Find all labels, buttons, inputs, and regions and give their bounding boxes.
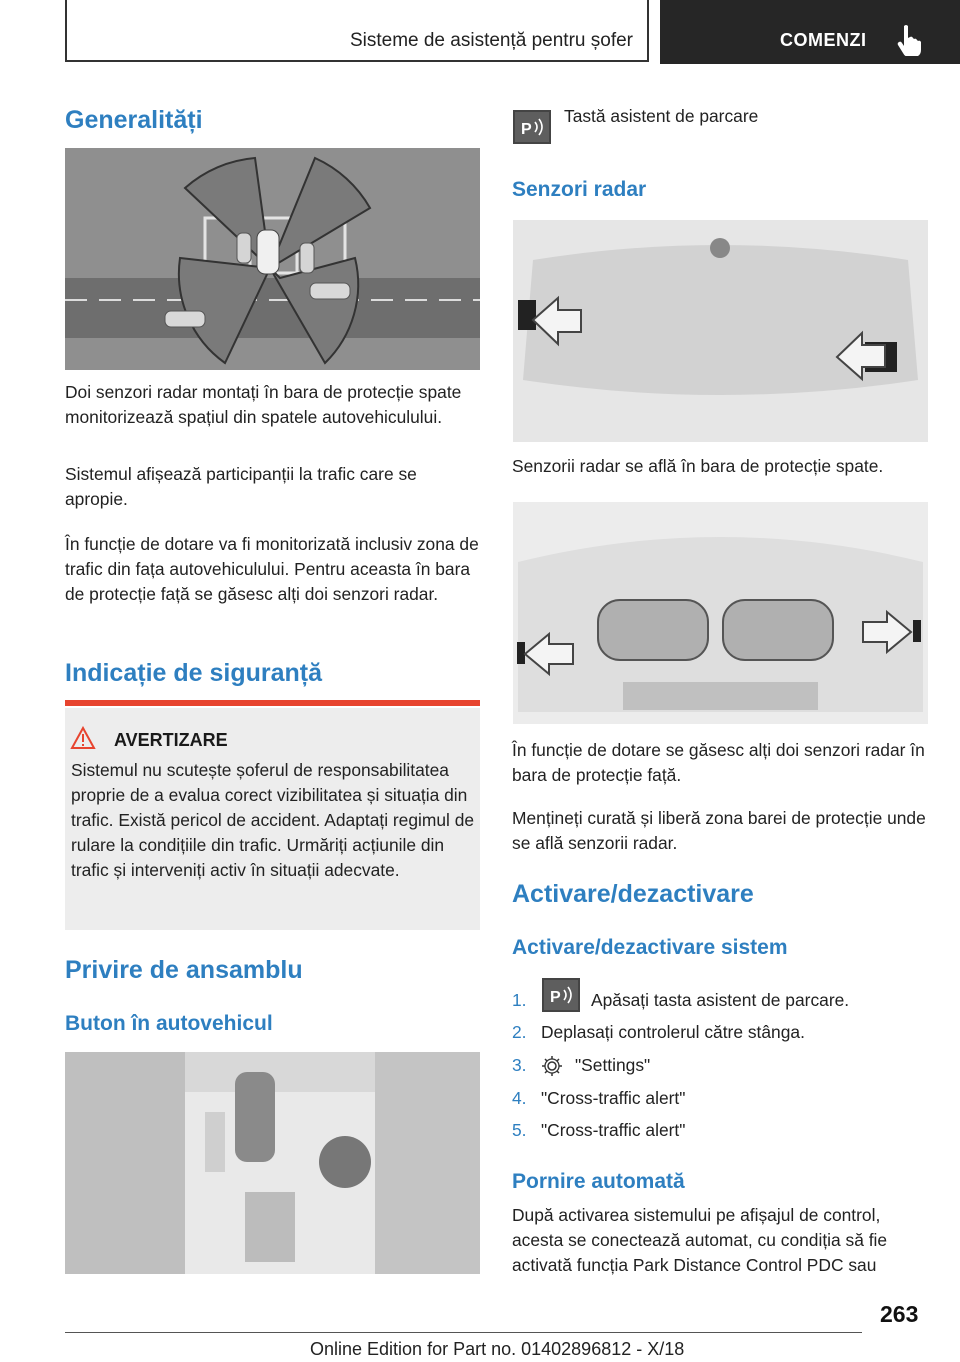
front-bumper-photo: [513, 502, 928, 724]
warning-triangle-icon: [70, 726, 96, 750]
paragraph-rear-sensors: Senzorii radar se află în bara de protecție spate.: [512, 456, 884, 476]
gear-icon: [541, 1055, 563, 1077]
paragraph-auto-start: După activarea sistemului pe afișajul de control, acesta se conectează automat, cu condiția să fie activată funcția Park Distance Control PDC sau: [512, 1205, 888, 1275]
paragraph-general-2: Sistemul afișează participanții la trafic care se apropie.: [65, 464, 417, 509]
step-number: 4.: [512, 1088, 527, 1108]
header-section-box: [65, 0, 649, 62]
warning-box: [65, 708, 480, 930]
svg-text:P: P: [550, 989, 561, 1006]
warning-title: AVERTIZARE: [114, 730, 228, 750]
button-caption: Tastă asistent de parcare: [564, 106, 759, 126]
park-assist-button-icon: [513, 110, 551, 144]
paragraph-general-1: Doi senzori radar montați în bara de protecție spate monitorizează spațiul din spatele autovehiculului.: [65, 382, 462, 427]
page-number: 263: [880, 1301, 919, 1327]
step-number: 5.: [512, 1120, 527, 1140]
footer-edition: Online Edition for Part no. 01402896812 - X/18: [310, 1339, 685, 1359]
step-text: "Settings": [575, 1055, 651, 1075]
warning-accent-bar: [65, 700, 480, 706]
header-section-title: Sisteme de asistență pentru șofer: [349, 30, 633, 51]
heading-general: Generalități: [65, 106, 203, 134]
paragraph-general-3: În funcție de dotare va fi monitorizată inclusiv zona de trafic din fața autovehiculului. Pentru aceasta în bara de protecție față se găsesc alți doi senzori radar.: [65, 534, 479, 604]
heading-safety: Indicație de siguranță: [65, 659, 323, 687]
heading-activate-system: Activare/dezactivare sistem: [512, 936, 788, 959]
step-number: 2.: [512, 1022, 527, 1042]
heading-radar-sensors: Senzori radar: [512, 178, 647, 201]
step-text: "Cross-traffic alert": [541, 1088, 686, 1108]
park-assist-button-icon: [542, 978, 580, 1012]
step-text: Apăsați tasta asistent de parcare.: [591, 990, 850, 1010]
svg-text:P: P: [521, 121, 532, 138]
parking-sensor-diagram: [65, 148, 480, 370]
heading-button-in-car: Buton în autovehicul: [65, 1012, 273, 1035]
heading-overview: Privire de ansamblu: [65, 956, 303, 984]
step-number: 1.: [512, 990, 527, 1010]
footer-divider: [65, 1332, 862, 1333]
rear-bumper-photo: [513, 220, 928, 442]
step-text: "Cross-traffic alert": [541, 1120, 686, 1140]
paragraph-keep-clean: Mențineți curată și liberă zona barei de protecție unde se află senzorii radar.: [512, 808, 926, 853]
step-text: Deplasați controlerul către stânga.: [541, 1022, 805, 1042]
warning-text: Sistemul nu scutește șoferul de responsabilitatea proprie de a evalua corect vizibilitatea și situația din trafic. Există pericol de accident. Adaptați regimul de rulare la condițiile din trafic. Urmăriți acțiunile din trafic și interveniți activ în situații adecvate.: [71, 760, 475, 880]
center-console-photo: [65, 1052, 480, 1274]
step-number: 3.: [512, 1055, 527, 1075]
heading-auto-start: Pornire automată: [512, 1170, 685, 1193]
header-tab-label: COMENZI: [780, 30, 867, 50]
paragraph-front-sensors: În funcție de dotare se găsesc alți doi senzori radar în bara de protecție față.: [512, 740, 925, 785]
header-tab[interactable]: [660, 0, 960, 64]
heading-activate: Activare/dezactivare: [512, 880, 754, 908]
hand-pointer-icon: [894, 24, 924, 56]
